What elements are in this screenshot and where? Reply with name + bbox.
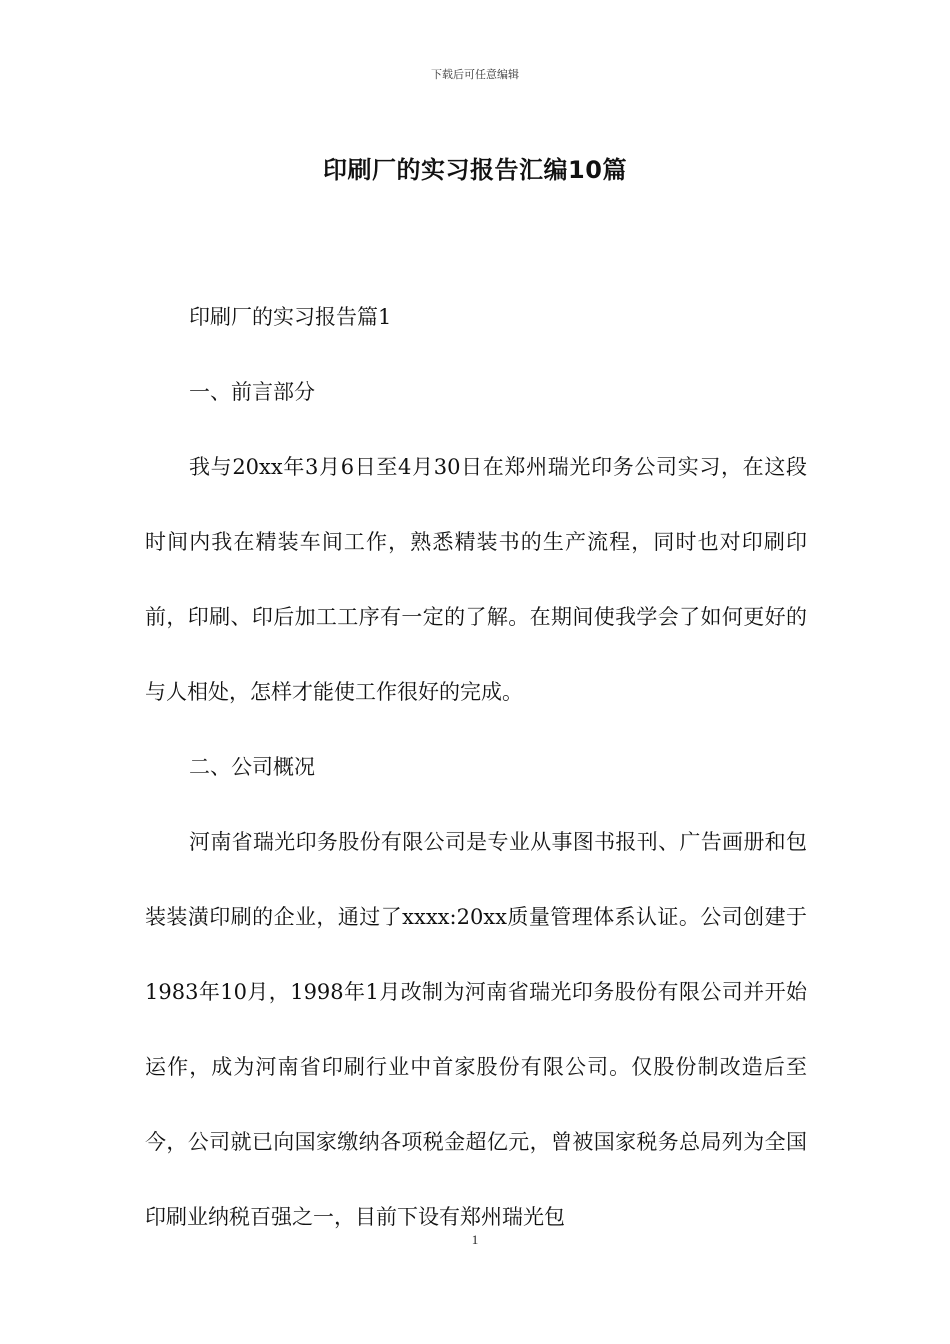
page-header: 下载后可任意编辑 [431,68,519,81]
page-number: 1 [471,1232,479,1247]
body-paragraph: 河南省瑞光印务股份有限公司是专业从事图书报刊、广告画册和包装装潢印刷的企业，通过了xxxx:20xx质量管理体系认证。公司创建于1983年10月，1998年1月改制为河南省瑞光印务股份有限公司并开始运作，成为河南省印刷行业中首家股份有限公司。仅股份制改造后至今，公司就已向国家缴纳各项税金超亿元，曾被国家税务总局列为全国印刷业纳税百强之一，目前下设有郑州瑞光包 [145,830,807,1229]
document-title: 印刷厂的实习报告汇编10篇 [323,156,627,184]
document-body [145,280,807,1255]
section-heading-report-1: 印刷厂的实习报告篇1 [189,305,392,329]
body-paragraph: 我与20xx年3月6日至4月30日在郑州瑞光印务公司实习，在这段时间内我在精装车间工作，熟悉精装书的生产流程，同时也对印刷印前，印刷、印后加工工序有一定的了解。在期间使我学会了如何更好的与人相处，怎样才能使工作很好的完成。 [145,455,807,704]
section-heading-preface: 一、前言部分 [189,380,315,404]
section-heading-company-overview: 二、公司概况 [189,755,315,779]
